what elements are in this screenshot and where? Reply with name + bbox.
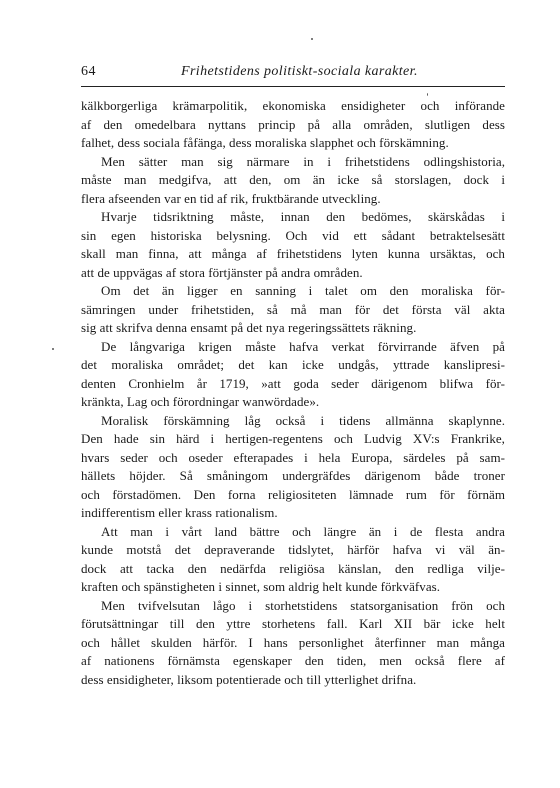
text-line: sin egen historiska belysning. Och vid ett sådant betraktelsesätt	[81, 227, 505, 243]
page-number: 64	[81, 64, 96, 79]
text-line: indifferentism eller krass rationalism.	[81, 505, 278, 520]
paper-speck	[52, 348, 54, 350]
text-line: flera afseenden var en tid af rik, fruktbärande utveckling.	[81, 190, 381, 206]
text-line: att de uppvägas af stora förtjänster på andra områden.	[81, 264, 363, 280]
paper-speck	[311, 38, 313, 40]
page-header	[81, 64, 505, 86]
paragraph-first-line: Men sätter man sig närmare in i frihetstidens odlingshistoria,	[101, 153, 505, 169]
text-line: Den hade sin härd i hertigen-regentens och Ludvig XV:s Frankrike,	[81, 431, 505, 446]
text-line: måste man medgifva, att den, om än icke så storslagen, dock i	[81, 172, 505, 187]
text-line: af nationens förnämsta egenskaper den tiden, men också flere af	[81, 653, 505, 668]
text-line: kälkborgerliga krämarpolitik, ekonomiska ensidigheter och införande	[81, 98, 505, 113]
text-line: dess ensidigheter, liksom potentierade och till ytterlighet drifna.	[81, 671, 417, 687]
paragraph-first-line: Att man i vårt land bättre och längre än i de flesta andra	[101, 523, 505, 539]
text-line: förutsättningar till den yttre storhetens fall. Karl XII bär icke helt	[81, 616, 505, 631]
paper-speck	[427, 93, 428, 96]
text-line: dock att tacka den nedärfda religiösa känslan, den redliga vilje-	[81, 560, 505, 576]
text-line: det moraliska området; det kan icke undgås, yttrade kanslipresi-	[81, 357, 505, 372]
body-text	[81, 97, 505, 689]
text-line: sig att skrifva denna ensamt på det nya regeringssättets räkning.	[81, 320, 417, 335]
running-title: Frihetstidens politiskt-sociala karakter.	[181, 64, 418, 79]
text-line: sämringen under frihetstiden, så må man för det första väl akta	[81, 301, 505, 317]
text-line: och hållet skulden härför. I hans personlighet återfinner man många	[81, 634, 505, 650]
text-line: kränkta, Lag och förordningar wanwördade».	[81, 394, 320, 409]
text-line: hvars seder och oseder efterapades i hela Europa, särdeles på sam-	[81, 449, 505, 465]
header-rule	[81, 86, 505, 87]
text-line: falhet, dess sociala fåfänga, dess moraliska slapphet och förskämning.	[81, 135, 449, 150]
text-line: skall man finna, att många af frihetstidens lyten kunna ursäktas, och	[81, 246, 505, 261]
paragraph-first-line: Men tvifvelsutan lågo i storhetstidens statsorganisation frön och	[101, 597, 505, 613]
paragraph-first-line: Moralisk förskämning låg också i tidens allmänna skaplynne.	[101, 412, 505, 428]
text-line: hällets höjder. Så småningom undergräfdes därigenom både troner	[81, 468, 505, 483]
text-line: af den omedelbara nyttans princip på alla områden, slutligen dess	[81, 116, 505, 132]
text-line: denten Cronhielm år 1719, »att goda seder därigenom blifwa för-	[81, 375, 505, 391]
text-line: kraften och spänstigheten i sinnet, som aldrig helt kunde förkväfvas.	[81, 579, 441, 594]
paragraph-first-line: De långvariga krigen måste hafva verkat förvirrande äfven på	[101, 338, 505, 354]
text-line: kunde motstå det depraverande tidslytet, härför hafva vi väl än-	[81, 542, 505, 557]
text-line: och förstadömen. Den forna religiositeten lämnade rum för förnäm	[81, 486, 505, 502]
paragraph-first-line: Hvarje tidsriktning måste, innan den bedömes, skärskådas i	[101, 209, 505, 224]
paragraph-first-line: Om det än ligger en sanning i talet om den moraliska för-	[101, 283, 505, 298]
